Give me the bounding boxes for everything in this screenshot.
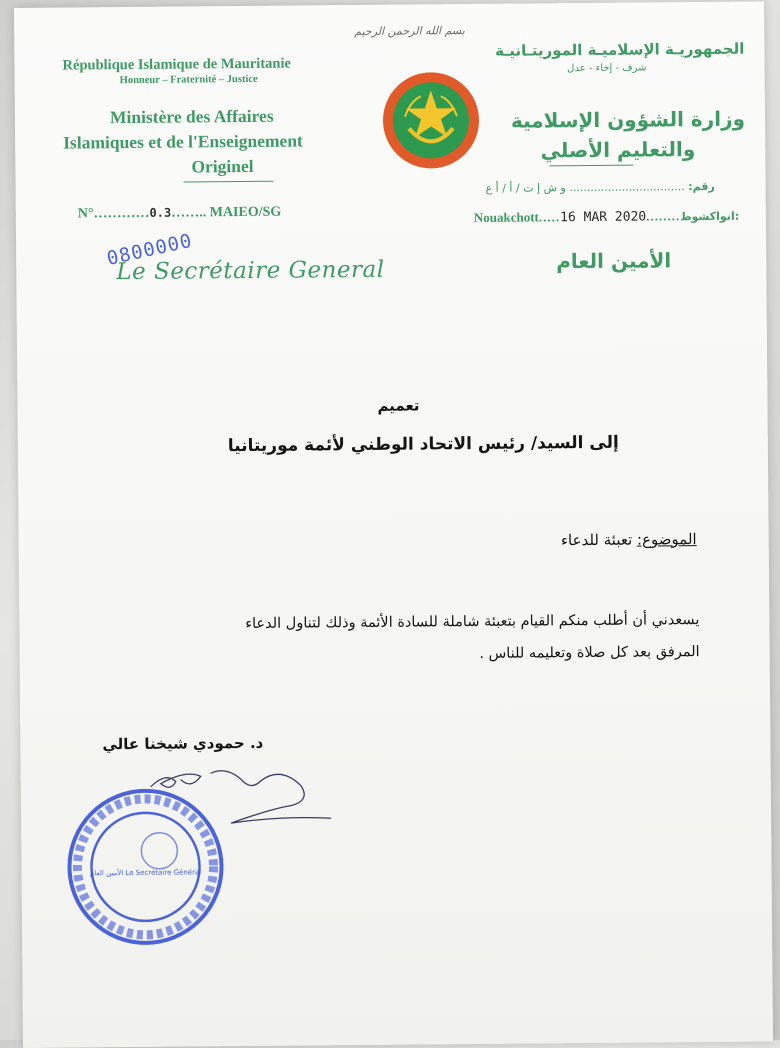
official-seal bbox=[63, 784, 229, 950]
place-date-line bbox=[474, 208, 739, 226]
ref-label: رقم: bbox=[688, 179, 715, 194]
number-value: 0.3 bbox=[149, 205, 172, 220]
subject-label: الموضوع: bbox=[636, 530, 697, 549]
letter-page bbox=[14, 1, 773, 1048]
ministry-ar-line2: والتعليم الأصلي bbox=[540, 137, 696, 163]
secretary-fr: Le Secrétaire General bbox=[116, 256, 385, 286]
ministry-fr-line2: Islamiques et de l'Enseignement bbox=[63, 130, 303, 153]
body-paragraph-line2: المرفق بعد كل صلاة وتعليمه للناس . bbox=[479, 644, 700, 662]
ministry-fr-line3: Originel bbox=[191, 155, 254, 177]
ministry-ar-line1: وزارة الشؤون الإسلامية bbox=[510, 106, 746, 133]
place-ar: انواكشوط: bbox=[680, 209, 740, 224]
ref-dots: ................................. bbox=[569, 180, 685, 195]
number-suffix: …….. MAIEO/SG bbox=[171, 204, 282, 221]
ministry-fr-line1: Ministère des Affaires bbox=[109, 105, 274, 128]
date-dots-2: ........ bbox=[646, 208, 681, 224]
national-emblem bbox=[381, 70, 482, 171]
memo-heading: تعميم bbox=[377, 396, 420, 415]
number-stamp: 0800000 bbox=[104, 229, 195, 270]
recipient-line: إلى السيد/ رئيس الاتحاد الوطني لأئمة موريتانيا bbox=[227, 432, 619, 457]
date-dots: ..... bbox=[538, 209, 561, 225]
subject-line bbox=[561, 530, 697, 549]
ref-suffix: و ش إ ت / أ / أ ع bbox=[485, 181, 566, 195]
reference-number-fr bbox=[78, 205, 282, 223]
republic-fr: République Islamique de Mauritanie bbox=[62, 55, 291, 74]
motto-ar: شرف - إخاء - عدل bbox=[567, 62, 647, 75]
date-stamp: 16 MAR 2020 bbox=[560, 209, 647, 226]
republic-ar: الجمهوريـة الإسلاميـة الموريتـانيـة bbox=[494, 39, 745, 60]
subject-text: تعبئة للدعاء bbox=[560, 530, 633, 550]
seal-center-text: الأمين العام Le Secrétaire Général bbox=[89, 868, 202, 878]
fr-rule bbox=[184, 181, 274, 183]
body-paragraph-line1: يسعدني أن أطلب منكم القيام بتعبئة شاملة للسادة الأئمة وذلك لتناول الدعاء bbox=[245, 612, 700, 633]
signatory-name: د. حمودي شيخنا عالي bbox=[102, 733, 264, 754]
ar-rule bbox=[549, 165, 633, 167]
secretary-ar: الأمين العام bbox=[556, 248, 672, 274]
number-prefix: N°………… bbox=[77, 205, 150, 222]
motto-fr: Honneur – Fraternité – Justice bbox=[119, 73, 258, 87]
basmala: بسم الله الرحمن الرحيم bbox=[354, 24, 465, 39]
place-fr: Nouakchott bbox=[473, 209, 539, 225]
reference-ar bbox=[486, 180, 715, 195]
